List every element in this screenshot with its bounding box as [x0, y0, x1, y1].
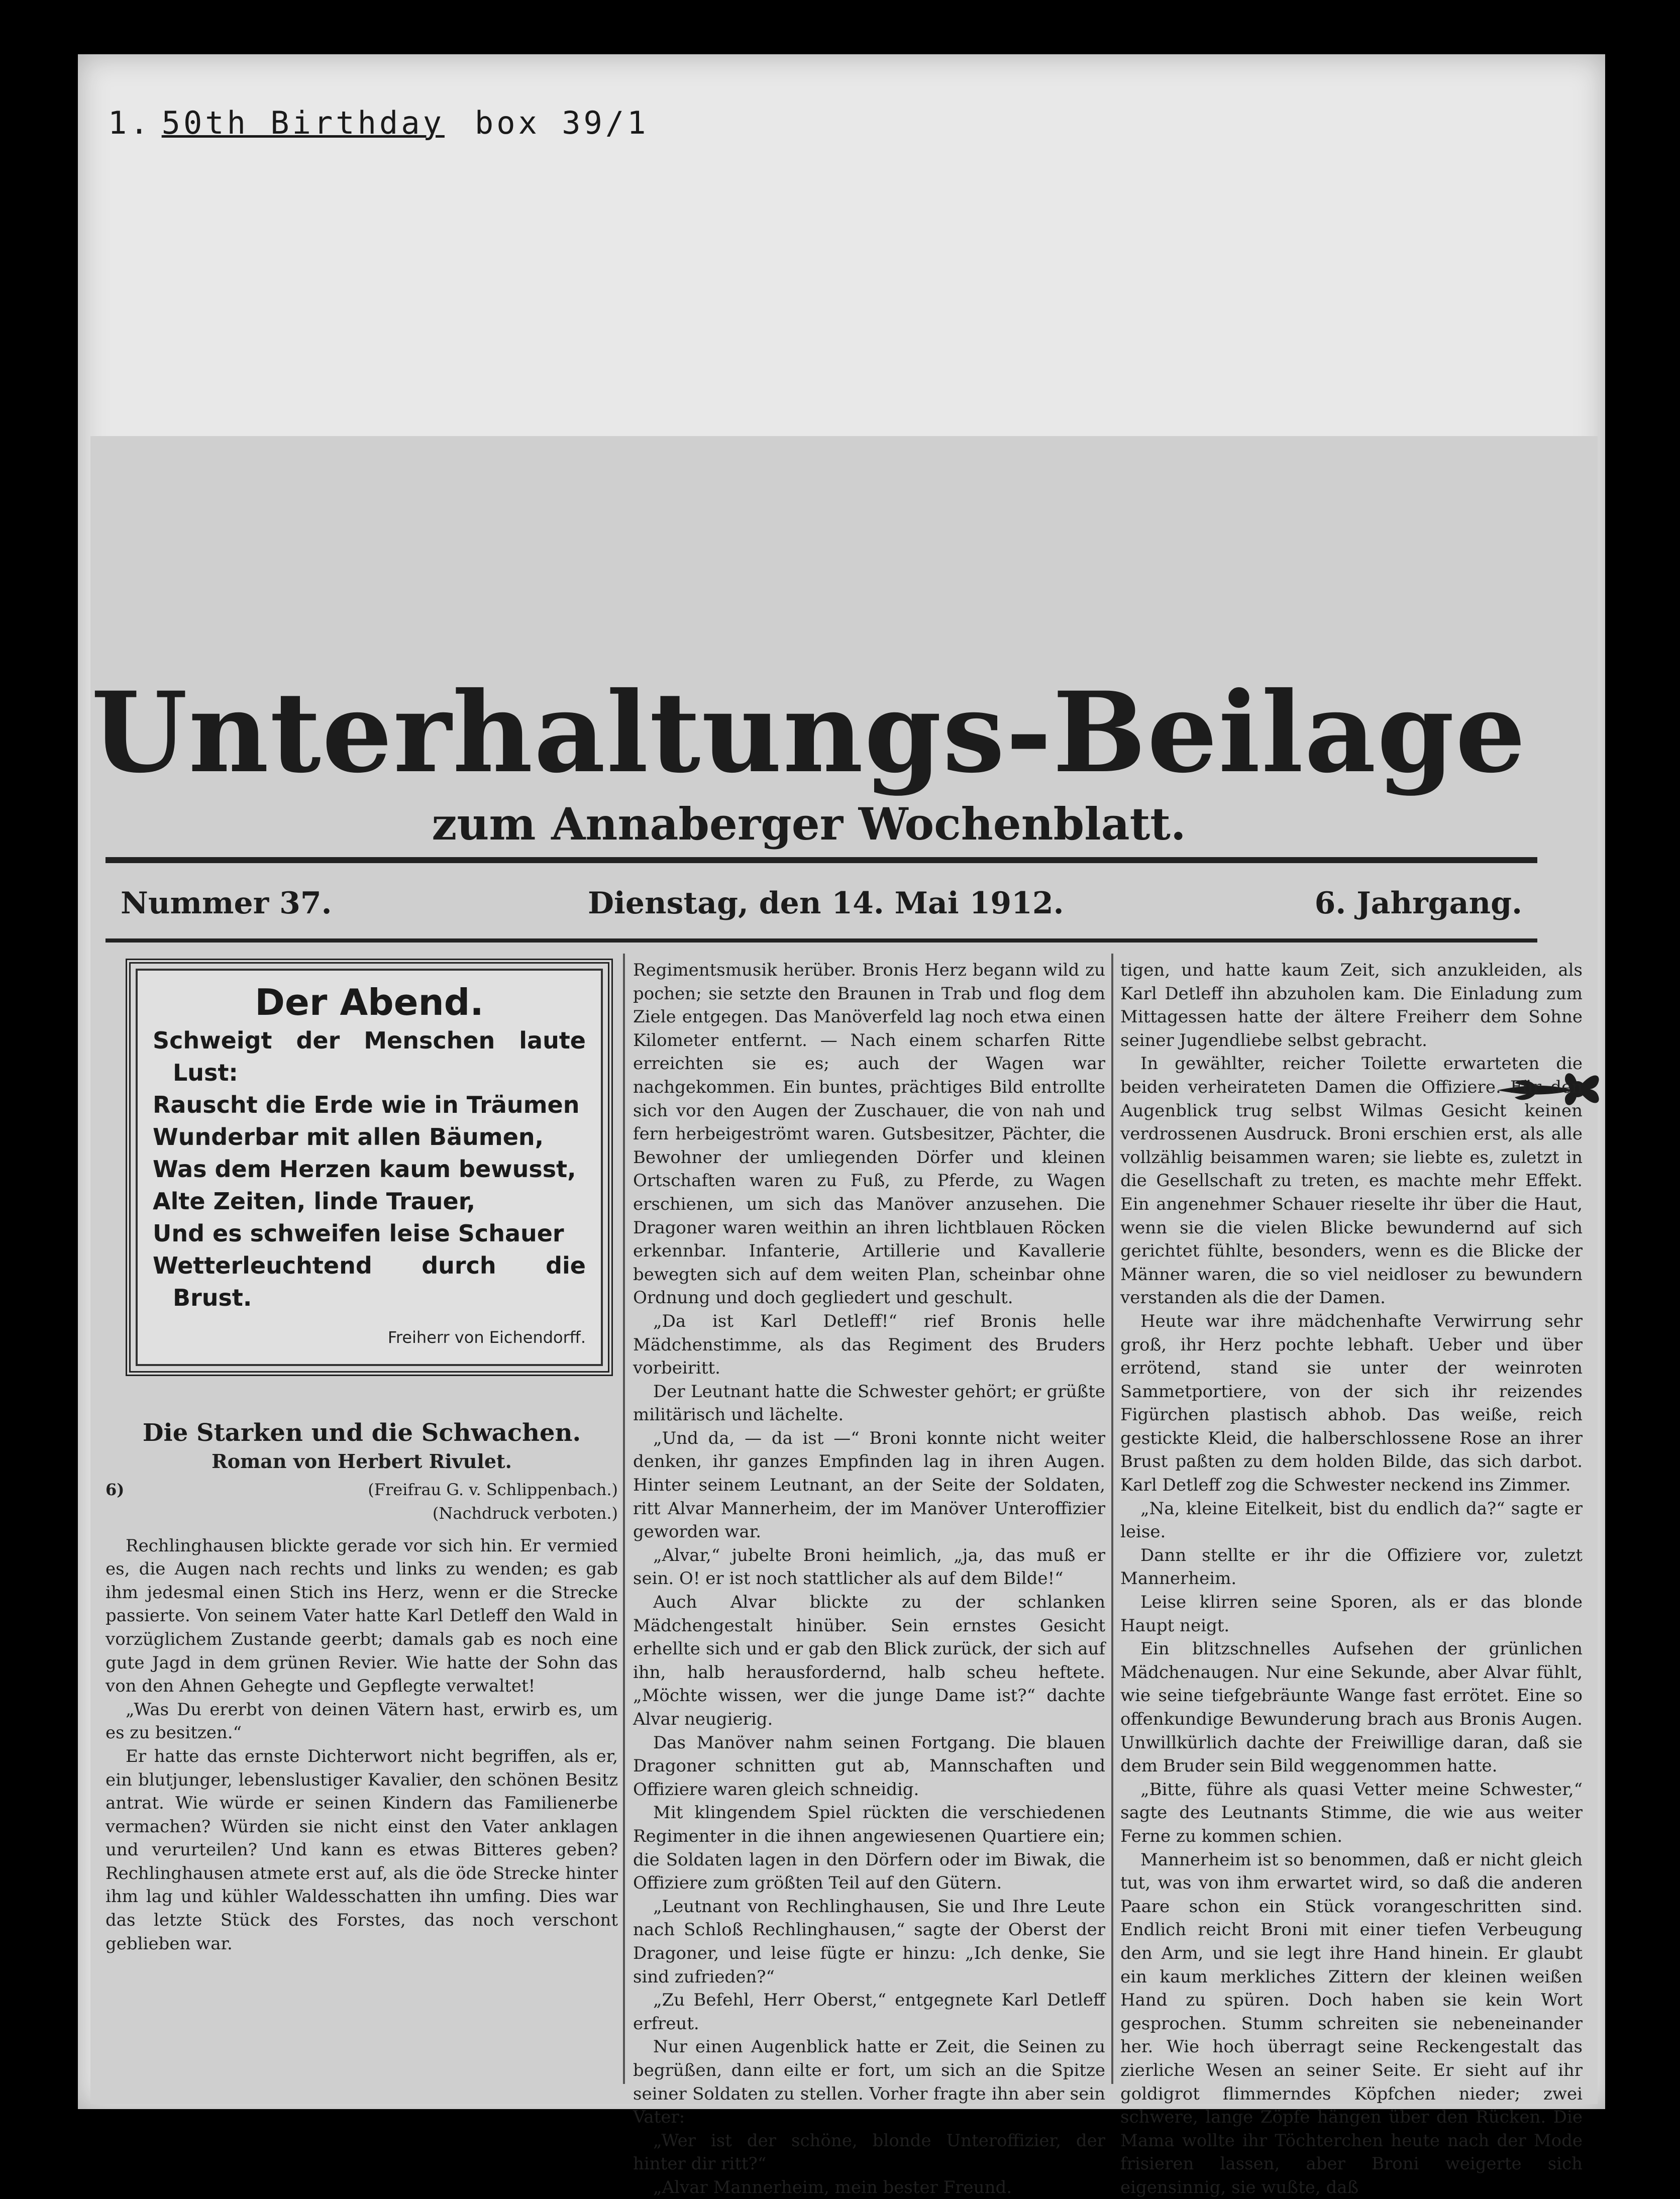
issue-number: Nummer 37. — [121, 886, 332, 921]
article-paragraph: Er hatte das ernste Dichterwort nicht begriffen, als er, ein blutjunger, lebenslustiger Kavalier, den schönen Besitz antrat. Wie würde er seinen Kindern das Familienerbe vermachen? Würden sie nicht einst den Vater anklagen und verurteilen? Und kann es etwas Bitteres geben? Rechlinghausen atmete erst auf, als die öde Strecke hinter ihm lag und kühler Waldesschatten ihn umfing. Dies war das letzte Stück des Forstes, das noch verschont geblieben war. — [106, 1746, 618, 1954]
poem-box — [126, 959, 613, 1376]
story-subtitle: Roman von Herbert Rivulet. — [212, 1449, 512, 1473]
newspaper-clipping — [90, 436, 1598, 2197]
poem-title: Der Abend. — [255, 981, 484, 1023]
masthead-rule-bottom — [106, 938, 1537, 943]
masthead-subtitle: zum Annaberger Wochenblatt. — [432, 798, 1186, 850]
poem-line: Wetterleuchtend durch die Brust. — [153, 1251, 586, 1311]
article-paragraph: „Was Du ererbt von deinen Vätern hast, erwirb es, um es zu besitzen.“ — [106, 1699, 618, 1743]
article-paragraph: Heute war ihre mädchenhafte Verwirrung sehr groß, ihr Herz pochte lebhaft. Ueber und über errötend, stand sie unter der weinroten Sammetportiere, von der sich ihr reizendes Figürchen plastisch abhob. Das weiße, reich gestickte Kleid, die halberschlossene Rose an ihrer Brust paßten zu dem holden Bilde, das sich darbot. Karl Detleff zog die Schwester neckend ins Zimmer. — [1120, 1311, 1583, 1496]
article-paragraph: „Na, kleine Eitelkeit, bist du endlich da?“ sagte er leise. — [1120, 1498, 1583, 1542]
article-paragraph: „Alvar Mannerheim, mein bester Freund. — [653, 2177, 1012, 2197]
article-paragraph: „Wer ist der schöne, blonde Unteroffizier, der hinter dir ritt?“ — [633, 2130, 1105, 2174]
archive-item-title: 50th Birthday — [161, 104, 445, 141]
poem-line: Schweigt der Menschen laute Lust: — [153, 1026, 586, 1086]
article-paragraph: Regimentsmusik herüber. Bronis Herz begann wild zu pochen; sie setzte den Braunen in Trab und flog dem Ziele entgegen. Das Manöverfeld lag noch etwa einen Kilometer entfernt. — Nach einem scharfen Ritte erreichten sie es; auch der Wagen war nachgekommen. Ein buntes, prächtiges Bild entrollte sich vor den Augen der Zuschauer, die von nah und fern herbeigeströmt waren. Gutsbesitzer, Pächter, die Bewohner der umliegenden Dörfer und kleinen Ortschaften waren zu Fuß, zu Pferde, zu Wagen erschienen, um sich das Manöver anzusehen. Die Dragoner waren weithin an ihren lichtblauen Röcken erkennbar. Infanterie, Artillerie und Kavallerie bewegten sich auf dem weiten Plan, scheinbar ohne Ordnung und doch gegliedert und geschult. — [633, 960, 1105, 1308]
article-paragraph: „Alvar,“ jubelte Broni heimlich, „ja, das muß er sein. O! er ist noch stattlicher als auf dem Bilde!“ — [633, 1545, 1105, 1589]
archive-label — [108, 104, 649, 141]
poem-line: Rauscht die Erde wie in Träumen — [153, 1091, 580, 1118]
issue-date: Dienstag, den 14. Mai 1912. — [588, 886, 1064, 921]
poem-inner — [136, 969, 603, 1366]
column-1 — [106, 959, 618, 2109]
article-paragraph: Mannerheim ist so benommen, daß er nicht gleich tut, was von ihm erwartet wird, so daß die anderen Paare schon ein Stück vorangeschritten sind. Endlich reicht Broni mit einer tiefen Verbeugung den Arm, und sie legt ihre Hand hinein. Er glaubt ein kaum merkliches Zittern der kleinen weißen Hand zu spüren. Doch haben sie kein Wort gesprochen. Stumm schreiten sie nebeneinander her. Wie hoch überragt seine Reckengestalt das zierliche Wesen an seiner Seite. Er sieht auf ihr goldigrot flimmerndes Köpfchen nieder; zwei schwere, lange Zöpfe hängen über den Rücken. Die Mama wollte ihr Töchterchen heute nach der Mode frisieren lassen, aber Broni weigerte sich eigensinnig, sie wußte, daß — [1120, 1849, 1583, 2197]
copyright-note: (Nachdruck verboten.) — [432, 1503, 618, 1523]
story-title: Die Starken und die Schwachen. — [142, 1419, 581, 1447]
story-meta — [106, 1478, 618, 1525]
story-notes — [368, 1478, 618, 1525]
issue-year: 6. Jahrgang. — [1314, 886, 1522, 921]
archive-box-label: box 39/1 — [474, 104, 649, 141]
article-paragraph: „Leutnant von Rechlinghausen, Sie und Ihre Leute nach Schloß Rechlinghausen,“ sagte der Oberst der Dragoner, und leise fügte er hinzu: „Ich denke, Sie sind zufrieden?“ — [633, 1896, 1105, 1987]
article-paragraph: „Zu Befehl, Herr Oberst,“ entgegnete Karl Detleff erfreut. — [633, 1990, 1105, 2034]
column-2 — [633, 959, 1105, 2197]
column-3 — [1120, 959, 1583, 2197]
installment-number: 6) — [106, 1480, 125, 1500]
masthead-rule-top — [106, 857, 1537, 863]
article-paragraph: Nur einen Augenblick hatte er Zeit, die Seinen zu begrüßen, dann eilte er fort, um sich an die Spitze seiner Soldaten zu stellen. Vorher fragte ihn aber sein Vater: — [633, 2037, 1105, 2128]
archive-sheet — [78, 54, 1605, 2197]
article-paragraph: Rechlinghausen blickte gerade vor sich hin. Er vermied es, die Augen nach rechts und links zu wenden; es gab ihm jedesmal einen Stich ins Herz, wenn er die Strecke passierte. Von seinem Vater hatte Karl Detleff den Wald in vorzüglichem Zustande geerbt; damals gab es noch eine gute Jagd in dem grünen Revier. Wie hatte der Sohn das von den Ahnen Gehegte und Gepflegte verwaltet! — [106, 1535, 618, 1697]
poem-line: Was dem Herzen kaum bewusst, — [153, 1155, 576, 1183]
article-paragraph: „Bitte, führe als quasi Vetter meine Schwester,“ sagte des Leutnants Stimme, die wie aus weiter Ferne zu kommen schien. — [1120, 1779, 1583, 1846]
article-paragraph: In gewählter, reicher Toilette erwarteten die beiden verheirateten Damen die Offiziere. Für den Augenblick trug selbst Wilmas Gesicht keinen verdrossenen Ausdruck. Broni erschien erst, als alle vollzählig beisammen waren; sie liebte es, zuletzt in die Gesellschaft zu treten, es machte mehr Effekt. Ein angenehmer Schauer rieselte ihr über die Haut, wenn sie die vielen Blicke bewundernd auf sich gerichtet fühlte, besonders, wenn es die Blicke der Männer waren, die so viel neidloser zu bewundern verstanden als die der Damen. — [1120, 1054, 1583, 1308]
article-paragraph: Ein blitzschnelles Aufsehen der grünlichen Mädchenaugen. Nur eine Sekunde, aber Alvar fühlt, wie seine tiefgebräunte Wange fast errötet. Eine so offenkundige Bewunderung brach aus Bronis Augen. Unwillkürlich dachte der Freiwillige daran, daß sie dem Bruder sein Bild weggenommen hatte. — [1120, 1639, 1583, 1776]
article-paragraph: „Da ist Karl Detleff!“ rief Bronis helle Mädchenstimme, als das Regiment des Bruders vorbeiritt. — [633, 1311, 1105, 1379]
issue-line — [121, 876, 1522, 931]
column-divider — [1111, 954, 1113, 2084]
article-paragraph: Der Leutnant hatte die Schwester gehört; er grüßte militärisch und lächelte. — [633, 1381, 1105, 1425]
archive-item-number: 1. — [108, 104, 152, 141]
article-paragraph: „Und da, — da ist —“ Broni konnte nicht weiter denken, ihr ganzes Empfinden lag in ihren Augen. Hinter seinem Leutnant, an der Seite der Soldaten, ritt Alvar Mannerheim, der im Manöver Unteroffizier geworden war. — [633, 1428, 1105, 1542]
story-author-note: (Freifrau G. v. Schlippenbach.) — [368, 1480, 618, 1500]
poem-line: Und es schweifen leise Schauer — [153, 1219, 564, 1247]
masthead-title: Unterhaltungs-Beilage — [91, 667, 1527, 797]
article-paragraph: tigen, und hatte kaum Zeit, sich anzukleiden, als Karl Detleff ihn abzuholen kam. Die Einladung zum Mittagessen hatte der ältere Freiherr dem Sohne seiner Jugendliebe selbst gebracht. — [1120, 960, 1583, 1051]
poem-line: Wunderbar mit allen Bäumen, — [153, 1123, 544, 1150]
article-paragraph: Mit klingendem Spiel rückten die verschiedenen Regimenter in die ihnen angewiesenen Quartiere ein; die Soldaten lagen in den Dörfern oder im Biwak, die Offiziere zum größten Teil auf den Gütern. — [633, 1803, 1105, 1894]
poem-author: Freiherr von Eichendorff. — [387, 1327, 586, 1347]
article-paragraph: Das Manöver nahm seinen Fortgang. Die blauen Dragoner schnitten gut ab, Mannschaften und Offiziere waren gleich schneidig. — [633, 1732, 1105, 1800]
article-paragraph: Leise klirren seine Sporen, als er das blonde Haupt neigt. — [1120, 1592, 1583, 1636]
article-paragraph: Auch Alvar blickte zu der schlanken Mädchengestalt hinüber. Sein ernstes Gesicht erhellte sich und er gab den Blick zurück, der sich auf ihn, halb herausfordernd, halb scheu heftete. „Möchte wissen, wer die junge Dame ist?“ dachte Alvar neugierig. — [633, 1592, 1105, 1729]
article-paragraph: Dann stellte er ihr die Offiziere vor, zuletzt Mannerheim. — [1120, 1545, 1583, 1589]
column-divider — [623, 954, 625, 2084]
poem-line: Alte Zeiten, linde Trauer, — [153, 1187, 476, 1215]
